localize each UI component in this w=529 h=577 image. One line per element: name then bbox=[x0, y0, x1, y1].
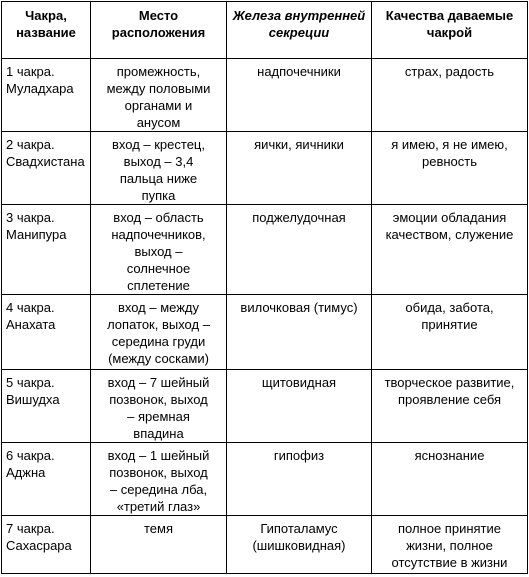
qualities-cell: полное принятие жизни, полное отсутствие в жизни bbox=[372, 516, 528, 574]
chakra-name-cell: 6 чакра. Аджна bbox=[2, 443, 91, 516]
table-row bbox=[2, 443, 528, 516]
chakra-name-cell: 3 чакра. Манипура bbox=[2, 205, 91, 295]
header-row bbox=[2, 2, 528, 59]
location-cell: вход – 7 шейный позвонок, выход – яремная впадина bbox=[91, 370, 227, 443]
header-qualities: Качества даваемые чакрой bbox=[372, 2, 528, 59]
header-location: Место расположения bbox=[91, 2, 227, 59]
qualities-cell: я имею, я не имею, ревность bbox=[372, 132, 528, 205]
qualities-cell: страх, радость bbox=[372, 59, 528, 132]
table-row bbox=[2, 205, 528, 295]
gland-cell: яички, яичники bbox=[227, 132, 372, 205]
table-row bbox=[2, 132, 528, 205]
qualities-cell: яснознание bbox=[372, 443, 528, 516]
table-row bbox=[2, 59, 528, 132]
gland-cell: гипофиз bbox=[227, 443, 372, 516]
location-cell: вход – между лопаток, выход – середина груди (между сосками) bbox=[91, 295, 227, 370]
table-row bbox=[2, 516, 528, 574]
header-gland: Железа внутренней секреции bbox=[227, 2, 372, 59]
location-cell: темя bbox=[91, 516, 227, 574]
gland-cell: щитовидная bbox=[227, 370, 372, 443]
gland-cell: вилочковая (тимус) bbox=[227, 295, 372, 370]
chakra-name-cell: 1 чакра. Муладхара bbox=[2, 59, 91, 132]
gland-cell: Гипоталамус (шишковидная) bbox=[227, 516, 372, 574]
table-row bbox=[2, 295, 528, 370]
location-cell: вход – 1 шейный позвонок, выход – середина лба, «третий глаз» bbox=[91, 443, 227, 516]
table-row bbox=[2, 370, 528, 443]
chakra-name-cell: 4 чакра. Анахата bbox=[2, 295, 91, 370]
qualities-cell: эмоции обладания качеством, служение bbox=[372, 205, 528, 295]
chakra-name-cell: 5 чакра. Вишудха bbox=[2, 370, 91, 443]
gland-cell: надпочечники bbox=[227, 59, 372, 132]
location-cell: вход – область надпочечников, выход – солнечное сплетение bbox=[91, 205, 227, 295]
chakra-table bbox=[1, 1, 528, 574]
gland-cell: поджелудочная bbox=[227, 205, 372, 295]
location-cell: вход – крестец, выход – 3,4 пальца ниже пупка bbox=[91, 132, 227, 205]
qualities-cell: обида, забота, принятие bbox=[372, 295, 528, 370]
header-chakra-name: Чакра, название bbox=[2, 2, 91, 59]
location-cell: промежность, между половыми органами и анусом bbox=[91, 59, 227, 132]
qualities-cell: творческое развитие, проявление себя bbox=[372, 370, 528, 443]
chakra-name-cell: 2 чакра. Свадхистана bbox=[2, 132, 91, 205]
chakra-name-cell: 7 чакра. Сахасрара bbox=[2, 516, 91, 574]
